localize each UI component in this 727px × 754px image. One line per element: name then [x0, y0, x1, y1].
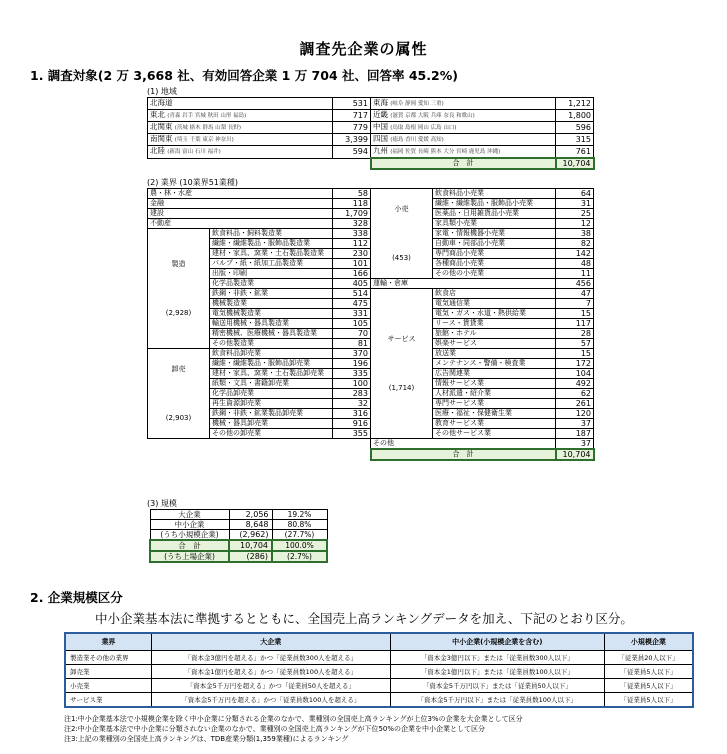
industry-name: 家電・情報機器小売業	[433, 229, 556, 239]
industry-value: 172	[556, 359, 594, 369]
industry-value: 25	[556, 209, 594, 219]
industry-value: 112	[333, 239, 371, 249]
section2-intro: 中小企業基本法に準拠するとともに、全国売上高ランキングデータを加え、下記のとおり区分。	[95, 611, 633, 626]
industry-name: 繊維・繊維製品・服飾品卸売業	[210, 359, 333, 369]
scale-total-value: (286)	[229, 551, 272, 562]
industry-name: 放送業	[433, 349, 556, 359]
region-name: 東海 (岐阜 静岡 愛知 三重)	[371, 98, 556, 110]
region-name: 東北 (青森 岩手 宮城 秋田 山形 福島)	[148, 110, 333, 122]
size-cell: サービス業	[65, 693, 151, 708]
scale-total-pct: 100.0%	[272, 540, 327, 551]
scale-value: (2,962)	[229, 530, 272, 541]
industry-value: 11	[556, 269, 594, 279]
scale-pct: (27.7%)	[272, 530, 327, 541]
industry-value: 7	[556, 299, 594, 309]
industry-value: 514	[333, 289, 371, 299]
size-cell: 製造業その他の業界	[65, 651, 151, 665]
size-row	[65, 679, 693, 693]
scale-name: 中小企業	[150, 520, 229, 530]
size-cell: 「従業員20人以下」	[604, 651, 693, 665]
size-cell: 「資本金1億円を超える」かつ「従業員数100人を超える」	[151, 665, 390, 679]
scale-total-value: 10,704	[229, 540, 272, 551]
industry-name: 化学品製造業	[210, 279, 333, 289]
industry-table	[147, 188, 595, 461]
region-row	[148, 134, 594, 146]
note: 注2:中小企業基本法で中小企業に分類されない企業のなかで、業種別の全国売上高ランキングが下位50%の企業を中小企業として区分	[64, 725, 486, 733]
industry-value: 15	[556, 309, 594, 319]
industry-value: 492	[556, 379, 594, 389]
industry-value: 456	[556, 279, 594, 289]
industry-name: 専門商品小売業	[433, 249, 556, 259]
section2-heading: 2. 企業規模区分	[30, 590, 123, 605]
industry-value: 32	[333, 399, 371, 409]
industry-value: 57	[556, 339, 594, 349]
industry-value: 196	[333, 359, 371, 369]
industry-value: 283	[333, 389, 371, 399]
industry-name: 機械製造業	[210, 299, 333, 309]
region-label: (1) 地域	[147, 87, 177, 96]
size-cell: 小売業	[65, 679, 151, 693]
industry-name: 飲食料品・飼料製造業	[210, 229, 333, 239]
region-value: 1,800	[556, 110, 594, 122]
industry-name: 紙類・文具・書籍卸売業	[210, 379, 333, 389]
industry-value: 120	[556, 409, 594, 419]
industry-name: 家具類小売業	[433, 219, 556, 229]
industry-group-label: 製造 (2,928)	[148, 229, 210, 349]
industry-name: 娯楽サービス	[433, 339, 556, 349]
size-cell: 「資本金5千万円以下」または「従業員数100人以下」	[390, 693, 604, 708]
industry-value: 335	[333, 369, 371, 379]
industry-value: 38	[556, 229, 594, 239]
scale-table	[149, 509, 328, 563]
industry-name: 人材派遣・紹介業	[433, 389, 556, 399]
industry-name: 建設	[148, 209, 333, 219]
size-cell: 「資本金5千万円以下」または「従業員50人以下」	[390, 679, 604, 693]
size-header: 中小企業(小規模企業を含む)	[390, 633, 604, 651]
industry-value: 355	[333, 429, 371, 439]
industry-value: 142	[556, 249, 594, 259]
industry-value: 166	[333, 269, 371, 279]
size-header: 小規模企業	[604, 633, 693, 651]
industry-value: 37	[556, 419, 594, 429]
industry-name: 情報サービス業	[433, 379, 556, 389]
industry-name: 旅館・ホテル	[433, 329, 556, 339]
region-value: 779	[333, 122, 371, 134]
region-value: 594	[333, 146, 371, 159]
industry-name: その他サービス業	[433, 429, 556, 439]
industry-row	[148, 279, 594, 289]
scale-value: 8,648	[229, 520, 272, 530]
scale-label: (3) 規模	[147, 499, 177, 508]
industry-row	[148, 289, 594, 299]
industry-name: リース・賃貸業	[433, 319, 556, 329]
industry-value: 101	[333, 259, 371, 269]
region-value: 3,399	[333, 134, 371, 146]
industry-value: 47	[556, 289, 594, 299]
industry-name: 専門サービス業	[433, 399, 556, 409]
notes	[64, 714, 523, 744]
region-value: 315	[556, 134, 594, 146]
size-cell: 「従業員5人以下」	[604, 665, 693, 679]
industry-name: 機械・器具卸売業	[210, 419, 333, 429]
industry-row	[148, 449, 594, 460]
industry-name: 輸送用機械・器具製造業	[210, 319, 333, 329]
industry-name: 化学品卸売業	[210, 389, 333, 399]
region-name: 中国 (鳥取 島根 岡山 広島 山口)	[371, 122, 556, 134]
industry-name: 各種商品小売業	[433, 259, 556, 269]
region-value: 761	[556, 146, 594, 159]
industry-value: 405	[333, 279, 371, 289]
industry-value: 28	[556, 329, 594, 339]
industry-value: 70	[333, 329, 371, 339]
industry-value: 81	[333, 339, 371, 349]
scale-total-name: (うち上場企業)	[150, 551, 229, 562]
industry-total-value: 10,704	[556, 449, 594, 460]
industry-value: 475	[333, 299, 371, 309]
industry-name: 教育サービス業	[433, 419, 556, 429]
industry-group-label: サービス (1,714)	[371, 289, 433, 439]
industry-value: 100	[333, 379, 371, 389]
industry-value: 105	[333, 319, 371, 329]
scale-name: (うち小規模企業)	[150, 530, 229, 541]
industry-value: 1,709	[333, 209, 371, 219]
industry-name: メンテナンス・警備・検査業	[433, 359, 556, 369]
industry-value: 62	[556, 389, 594, 399]
industry-row	[148, 439, 594, 450]
scale-pct: 80.8%	[272, 520, 327, 530]
industry-row	[148, 189, 594, 199]
scale-name: 大企業	[150, 510, 229, 520]
industry-name: 金融	[148, 199, 333, 209]
size-cell: 「資本金3億円以下」または「従業員数300人以下」	[390, 651, 604, 665]
size-row	[65, 665, 693, 679]
size-cell: 「従業員5人以下」	[604, 679, 693, 693]
industry-value: 261	[556, 399, 594, 409]
industry-value: 117	[556, 319, 594, 329]
industry-name: 電気通信業	[433, 299, 556, 309]
size-cell: 卸売業	[65, 665, 151, 679]
industry-value: 331	[333, 309, 371, 319]
industry-name: 電気機械製造業	[210, 309, 333, 319]
industry-value: 12	[556, 219, 594, 229]
industry-value: 118	[333, 199, 371, 209]
industry-name: その他	[371, 439, 556, 450]
industry-group-label: 小売 (453)	[371, 189, 433, 279]
scale-total-pct: (2.7%)	[272, 551, 327, 562]
industry-value: 58	[333, 189, 371, 199]
region-name: 九州 (福岡 佐賀 長崎 熊本 大分 宮崎 鹿児島 沖縄)	[371, 146, 556, 159]
industry-value: 64	[556, 189, 594, 199]
industry-name: 繊維・繊維製品・服飾品小売業	[433, 199, 556, 209]
region-row	[148, 110, 594, 122]
industry-total-label: 合 計	[371, 449, 556, 460]
industry-name: パルプ・紙・紙加工品製造業	[210, 259, 333, 269]
industry-name: その他製造業	[210, 339, 333, 349]
industry-value: 37	[556, 439, 594, 450]
size-cell: 「従業員5人以下」	[604, 693, 693, 708]
size-cell: 「資本金1億円以下」または「従業員数100人以下」	[390, 665, 604, 679]
size-row	[65, 651, 693, 665]
region-value: 596	[556, 122, 594, 134]
industry-name: 精密機械、医療機械・器具製造業	[210, 329, 333, 339]
region-value: 531	[333, 98, 371, 110]
industry-value: 370	[333, 349, 371, 359]
industry-name: 建材・家具、窯業・土石製品製造業	[210, 249, 333, 259]
scale-total-name: 合 計	[150, 540, 229, 551]
industry-value: 82	[556, 239, 594, 249]
industry-value: 187	[556, 429, 594, 439]
industry-name: 医療・福祉・保健衛生業	[433, 409, 556, 419]
region-total-label: 合 計	[371, 158, 556, 169]
industry-name: 飲食料品小売業	[433, 189, 556, 199]
size-cell: 「資本金5千万円を超える」かつ「従業員50人を超える」	[151, 679, 390, 693]
region-total-value: 10,704	[556, 158, 594, 169]
industry-name: 広告関連業	[433, 369, 556, 379]
industry-value: 916	[333, 419, 371, 429]
industry-name: 出版・印刷	[210, 269, 333, 279]
industry-name: 鉄鋼・非鉄・鉱業	[210, 289, 333, 299]
industry-name: 建材・家具、窯業・土石製品卸売業	[210, 369, 333, 379]
industry-group-label: 卸売 (2,903)	[148, 349, 210, 439]
industry-name: 繊維・繊維製品・服飾品製造業	[210, 239, 333, 249]
size-header: 大企業	[151, 633, 390, 651]
region-value: 1,212	[556, 98, 594, 110]
region-name: 四国 (徳島 香川 愛媛 高知)	[371, 134, 556, 146]
industry-name: 運輸・倉庫	[371, 279, 556, 289]
industry-name: その他の卸売業	[210, 429, 333, 439]
industry-name: 飲食店	[433, 289, 556, 299]
industry-value: 31	[556, 199, 594, 209]
region-name: 南関東 (埼玉 千葉 東京 神奈川)	[148, 134, 333, 146]
industry-value: 104	[556, 369, 594, 379]
region-name: 北海道	[148, 98, 333, 110]
industry-name: 自動車・同部品小売業	[433, 239, 556, 249]
region-name: 北関東 (茨城 栃木 群馬 山梨 長野)	[148, 122, 333, 134]
size-cell: 「資本金5千万円を超える」かつ「従業員数100人を超える」	[151, 693, 390, 708]
industry-label: (2) 業界 (10業界51業種)	[147, 178, 239, 187]
size-header: 業界	[65, 633, 151, 651]
industry-name: 農・林・水産	[148, 189, 333, 199]
section1-heading: 1. 調査対象(2 万 3,668 社、有効回答企業 1 万 704 社、回答率 45.2%)	[30, 68, 458, 83]
page-title: 調査先企業の属性	[299, 40, 428, 58]
region-row	[148, 98, 594, 110]
industry-name: 再生資源卸売業	[210, 399, 333, 409]
industry-name: 不動産	[148, 219, 333, 229]
industry-value: 230	[333, 249, 371, 259]
region-table	[147, 97, 595, 170]
size-cell: 「資本金3億円を超える」かつ「従業員数300人を超える」	[151, 651, 390, 665]
industry-value: 48	[556, 259, 594, 269]
industry-value: 316	[333, 409, 371, 419]
scale-value: 2,056	[229, 510, 272, 520]
region-name: 北陸 (新潟 富山 石川 福井)	[148, 146, 333, 159]
size-table	[64, 632, 694, 708]
industry-name: その他の小売業	[433, 269, 556, 279]
region-row	[148, 146, 594, 159]
note: 注1:中小企業基本法で小規模企業を除く中小企業に分類される企業のなかで、業種別の全国売上高ランキングが上位3%の企業を大企業として区分	[64, 715, 523, 723]
region-row	[148, 122, 594, 134]
industry-name: 電気・ガス・水道・熱供給業	[433, 309, 556, 319]
size-row	[65, 693, 693, 708]
note: 注3:上記の業種別の全国売上高ランキングは、TDB産業分類(1,359業種)によるランキング	[64, 735, 349, 743]
industry-value: 328	[333, 219, 371, 229]
industry-value: 338	[333, 229, 371, 239]
region-value: 717	[333, 110, 371, 122]
industry-name: 飲食料品卸売業	[210, 349, 333, 359]
scale-pct: 19.2%	[272, 510, 327, 520]
industry-name: 鉄鋼・非鉄・鉱業製品卸売業	[210, 409, 333, 419]
industry-value: 15	[556, 349, 594, 359]
industry-name: 医薬品・日用雑貨品小売業	[433, 209, 556, 219]
region-name: 近畿 (滋賀 京都 大阪 兵庫 奈良 和歌山)	[371, 110, 556, 122]
